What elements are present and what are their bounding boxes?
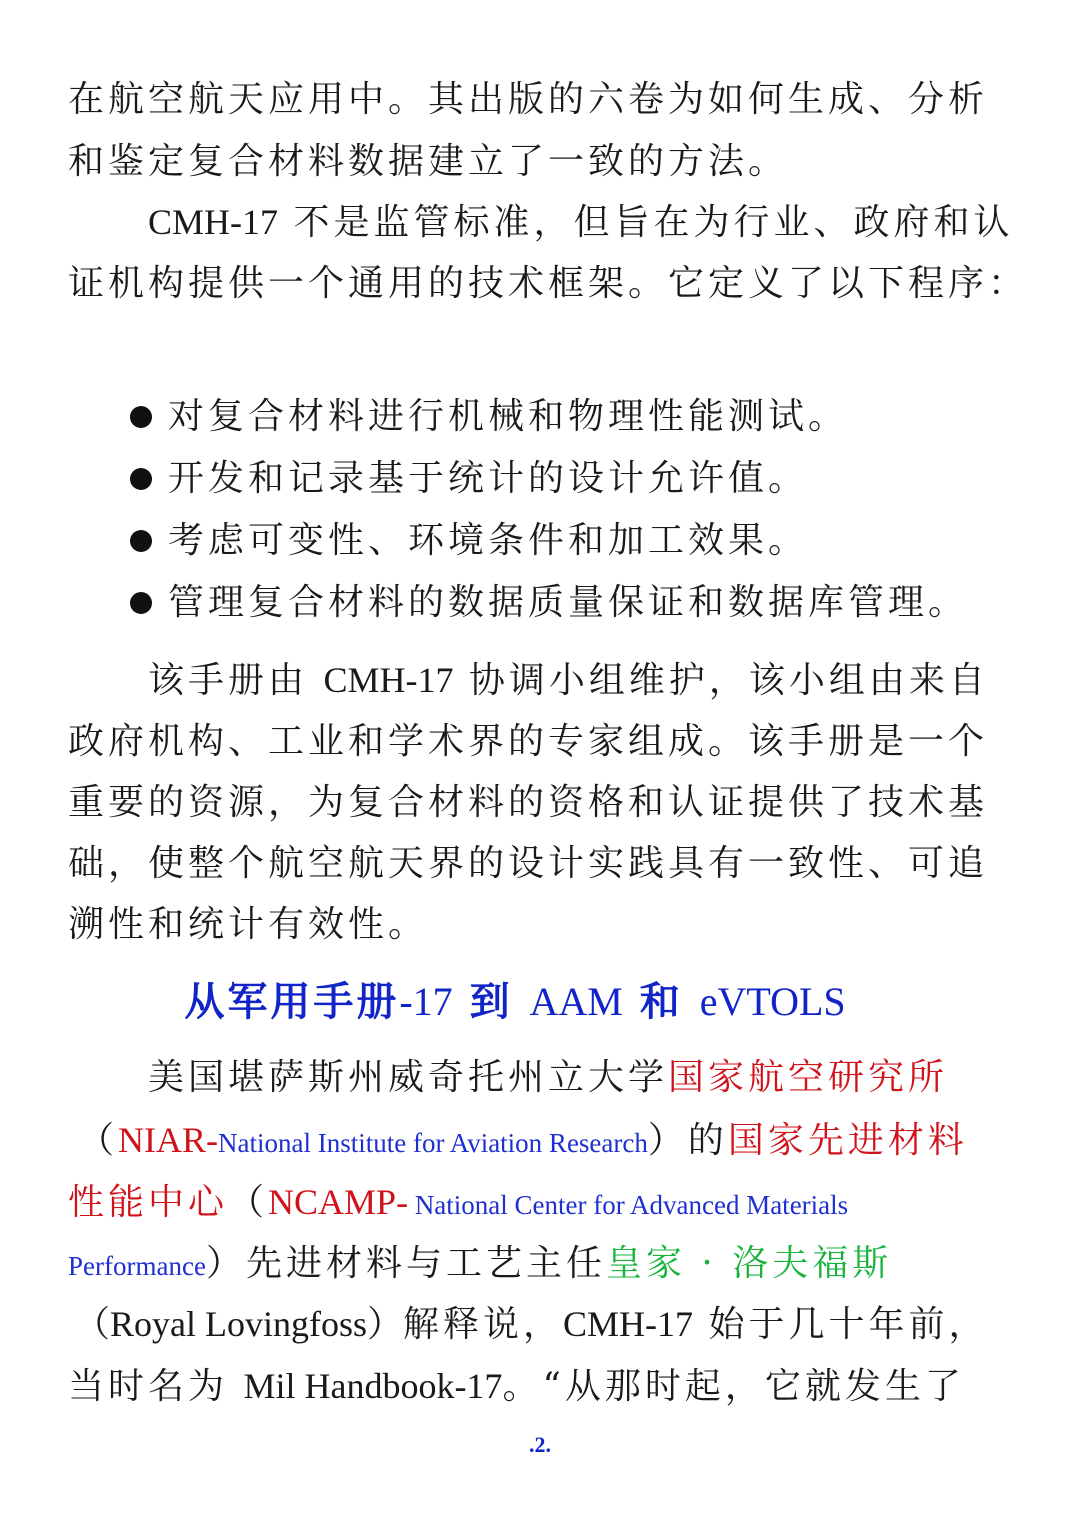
bullet-item bbox=[130, 395, 848, 439]
heading-part: -17 bbox=[399, 979, 453, 1024]
cmh17-term: CMH-17 bbox=[148, 202, 279, 242]
paragraph-2-line-2: 证机构提供一个通用的技术框架。它定义了以下程序： bbox=[68, 263, 1029, 304]
ncamp-abbreviation: NCAMP- bbox=[268, 1182, 409, 1222]
person-name: 皇家 · 洛夫福斯 bbox=[605, 1243, 893, 1284]
ncamp-chinese-name: 性能中心 bbox=[68, 1182, 229, 1223]
bullet-text: 对复合材料进行机械和物理性能测试。 bbox=[168, 396, 849, 437]
paragraph-4-line-5 bbox=[74, 1302, 988, 1347]
paragraph-3-line-5: 溯性和统计有效性。 bbox=[68, 904, 429, 945]
heading-part: 从军用手册 bbox=[184, 978, 400, 1025]
mil-handbook-term: Mil Handbook-17 bbox=[243, 1366, 503, 1406]
paragraph-2-line-1 bbox=[148, 200, 1013, 245]
paragraph-3-line-1 bbox=[148, 658, 989, 703]
bullet-item bbox=[130, 519, 808, 563]
niar-abbreviation: NIAR- bbox=[118, 1120, 218, 1160]
paragraph-4-line-6 bbox=[68, 1364, 965, 1409]
cmh17-term: CMH-17 bbox=[563, 1304, 694, 1344]
ncamp-english-name: National Center for Advanced Materials bbox=[408, 1190, 849, 1220]
cmh17-term: CMH-17 bbox=[323, 660, 454, 700]
paragraph-1-line-1: 在航空航天应用中。其出版的六卷为如何生成、分析 bbox=[68, 79, 989, 120]
text-segment: ）先进材料与工艺主任 bbox=[205, 1243, 606, 1284]
section-heading bbox=[0, 970, 1030, 1027]
bullet-dot-icon bbox=[130, 530, 152, 552]
person-english-name: （Royal Lovingfoss） bbox=[74, 1304, 403, 1344]
paragraph-3-line-1-pre: 该手册由 bbox=[148, 660, 324, 701]
heading-part: eVTOLS bbox=[699, 979, 846, 1024]
text-segment: （ bbox=[228, 1182, 269, 1223]
page-number: .2. bbox=[529, 1432, 551, 1457]
paragraph-4-line-2 bbox=[78, 1118, 968, 1165]
text-segment: 解释说， bbox=[403, 1304, 564, 1345]
heading-part: AAM bbox=[529, 979, 623, 1024]
paragraph-4-line-1 bbox=[148, 1056, 948, 1100]
text-segment: 美国堪萨斯州威奇托州立大学 bbox=[148, 1057, 669, 1098]
bullet-dot-icon bbox=[130, 592, 152, 614]
heading-part: 到 bbox=[452, 978, 530, 1025]
bullet-dot-icon bbox=[130, 468, 152, 490]
paragraph-3-line-2: 政府机构、工业和学术界的专家组成。该手册是一个 bbox=[68, 721, 989, 762]
bullet-dot-icon bbox=[130, 406, 152, 428]
heading-part: 和 bbox=[622, 978, 700, 1025]
text-segment: 当时名为 bbox=[68, 1366, 244, 1407]
bullet-text: 管理复合材料的数据质量保证和数据库管理。 bbox=[168, 582, 969, 623]
text-segment: ）的 bbox=[647, 1120, 728, 1161]
paragraph-4-line-3 bbox=[68, 1180, 848, 1227]
paragraph-3-line-3: 重要的资源，为复合材料的资格和认证提供了技术基 bbox=[68, 782, 989, 823]
text-segment: 始于几十年前， bbox=[693, 1304, 989, 1345]
paragraph-2-line-1-text: 不是监管标准，但旨在为行业、政府和认 bbox=[278, 202, 1014, 243]
bullet-text: 考虑可变性、环境条件和加工效果。 bbox=[168, 520, 809, 561]
niar-english-name: National Institute for Aviation Research bbox=[218, 1128, 648, 1158]
bullet-item bbox=[130, 457, 808, 501]
niar-chinese-name: 国家航空研究所 bbox=[668, 1057, 949, 1098]
paragraph-4-line-4 bbox=[68, 1242, 892, 1288]
paragraph-1-line-2: 和鉴定复合材料数据建立了一致的方法。 bbox=[68, 141, 789, 182]
text-segment: 。“从那时起，它就发生了 bbox=[502, 1366, 965, 1407]
bullet-item bbox=[130, 581, 968, 625]
ncamp-chinese-name: 国家先进材料 bbox=[727, 1120, 968, 1161]
paragraph-3-line-4: 础，使整个航空航天界的设计实践具有一致性、可追 bbox=[68, 843, 989, 884]
text-segment: （ bbox=[78, 1120, 119, 1161]
bullet-text: 开发和记录基于统计的设计允许值。 bbox=[168, 458, 809, 499]
ncamp-english-name: Performance bbox=[68, 1251, 206, 1281]
paragraph-3-line-1-post: 协调小组维护，该小组由来自 bbox=[453, 660, 989, 701]
